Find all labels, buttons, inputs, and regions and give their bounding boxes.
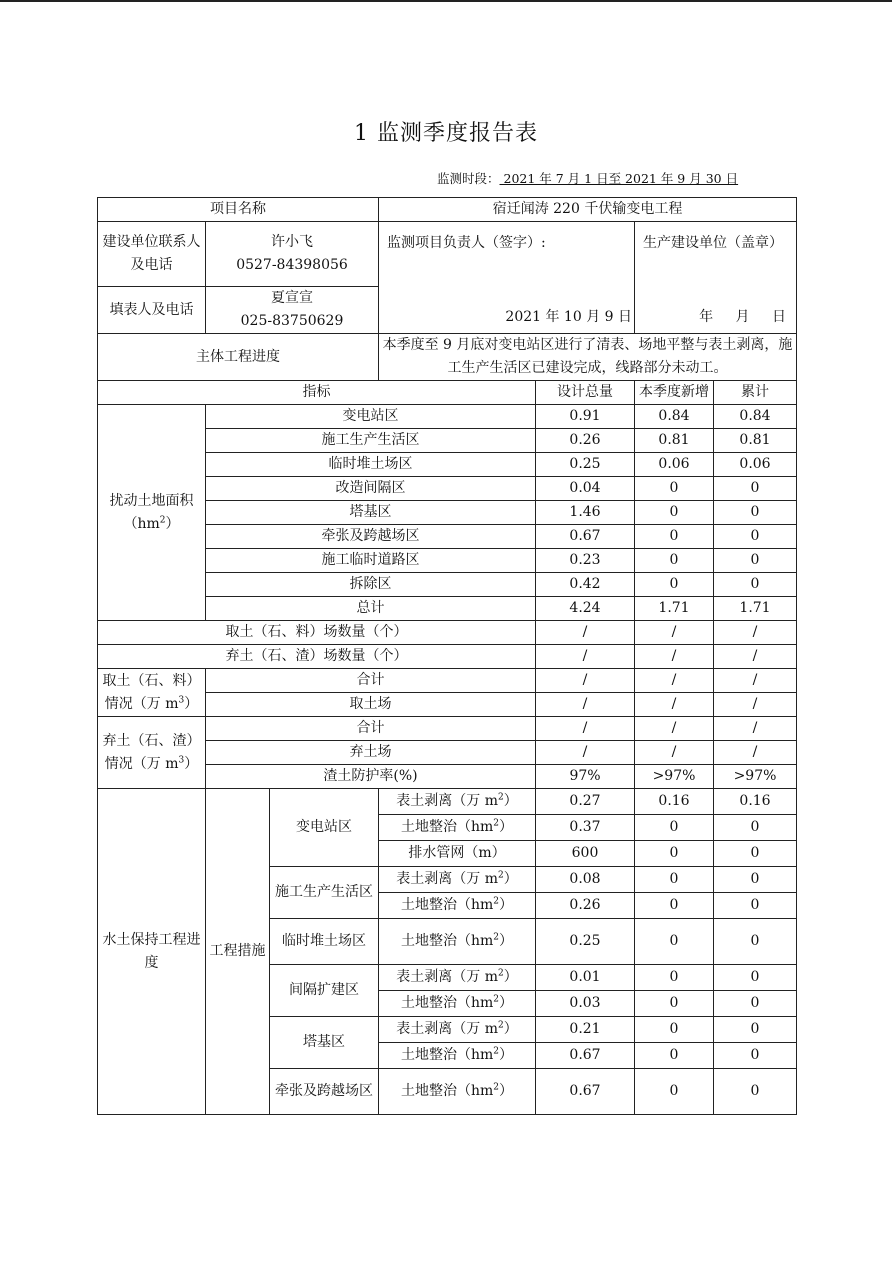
disturb-name: 临时堆土场区 [206,453,536,477]
measure-name [379,1017,536,1043]
measure-name-part-2: ） [503,969,518,985]
measure-row [98,789,797,815]
measure-name-part-2: ） [503,793,518,809]
project-name-row [98,198,797,222]
measure-new: 0 [635,867,714,893]
borrow-count-name: 取土（石、料）场数量（个） [98,621,536,645]
disturb-label-part-3: 2 [159,514,166,525]
measure-name-part-1: 2 [493,994,500,1005]
page-title: 1 监测季度报告表 [354,121,538,146]
measure-name-part-0: 土地整治（hm [401,1083,494,1099]
measure-name-part-2: ） [499,1047,514,1063]
protection-design: 97% [536,765,635,789]
disturb-design: 0.91 [536,405,635,429]
measure-new: 0 [635,893,714,919]
measure-new: 0 [635,919,714,965]
measure-cum: 0 [714,919,797,965]
zone-name: 塔基区 [270,1017,379,1069]
measure-name [379,867,536,893]
borrow-count-new: / [635,621,714,645]
spoil-row [98,717,797,741]
disturb-name: 改造间隔区 [206,477,536,501]
measure-name [379,893,536,919]
measure-cum: 0 [714,1043,797,1069]
measure-cum: 0 [714,815,797,841]
measure-design: 0.67 [536,1043,635,1069]
borrow-label [98,669,206,717]
measure-cum: 0 [714,893,797,919]
disturb-cum: 0.06 [714,453,797,477]
borrow-design: / [536,669,635,693]
spoil-cum: / [714,717,797,741]
measure-cum: 0.16 [714,789,797,815]
measure-name-part-1: 2 [498,968,504,979]
spoil-count-design: / [536,645,635,669]
measure-name [379,919,536,965]
disturb-new: 0 [635,477,714,501]
measure-new: 0 [635,991,714,1017]
measure-name-part-0: 土地整治（hm [401,819,494,835]
borrow-label-part-2: 情况（万 m [104,695,179,712]
borrow-new: / [635,693,714,717]
disturb-new: 0.81 [635,429,714,453]
disturb-design: 0.67 [536,525,635,549]
disturb-cum: 0.81 [714,429,797,453]
measure-cum: 0 [714,1017,797,1043]
measure-name-part-2: ） [503,1021,518,1037]
measure-name-part-1: 2 [498,870,504,881]
header-row [98,381,797,405]
measure-cum: 0 [714,841,797,867]
protection-cum: >97% [714,765,797,789]
borrow-label-part-4: ） [184,695,199,712]
production-stamp-cell [635,222,797,334]
zone-name: 间隔扩建区 [270,965,379,1017]
conservation-label: 水土保持工程进度 [98,789,206,1115]
spoil-new: / [635,717,714,741]
disturb-cum: 0 [714,525,797,549]
measure-name-part-1: 2 [493,818,500,829]
filler-label: 填表人及电话 [98,287,206,334]
measure-name [379,815,536,841]
period-label: 监测时段： [437,171,500,186]
builder-row [98,222,797,287]
disturb-cum: 0 [714,477,797,501]
spoil-label-part-0: 弃土（石、渣） [102,732,201,749]
disturb-name: 总计 [206,597,536,621]
spoil-new: / [635,741,714,765]
disturb-design: 0.04 [536,477,635,501]
borrow-row [98,669,797,693]
builder-phone: 0527-84398056 [236,257,348,273]
progress-label: 主体工程进度 [98,334,379,381]
zone-name: 临时堆土场区 [270,919,379,965]
disturb-label [98,405,206,621]
borrow-label-part-0: 取土（石、料） [102,672,201,689]
spoil-count-cum: / [714,645,797,669]
report-table [97,197,797,1115]
measure-name-part-2: ） [503,871,518,887]
disturb-name: 施工生产生活区 [206,429,536,453]
borrow-count-cum: / [714,621,797,645]
header-cum: 累计 [714,381,797,405]
measure-name-part-2: ） [499,995,514,1011]
borrow-cum: / [714,669,797,693]
measure-new: 0 [635,1069,714,1115]
disturb-cum: 1.71 [714,597,797,621]
measure-design: 0.01 [536,965,635,991]
builder-contact [206,222,379,287]
disturb-name: 施工临时道路区 [206,549,536,573]
measure-name-part-0: 土地整治（hm [401,933,494,949]
disturb-design: 0.25 [536,453,635,477]
period-value: 2021 年 7 月 1 日至 2021 年 9 月 30 日 [499,171,739,186]
disturb-label-part-4: ） [165,515,180,532]
measure-name-part-2: ） [499,819,514,835]
supervisor-signature-cell [379,222,635,334]
measure-name-part-2: ） [499,1083,514,1099]
builder-label: 建设单位联系人及电话 [98,222,206,287]
filler-phone: 025-83750629 [240,313,344,329]
measure-design: 0.03 [536,991,635,1017]
spoil-name: 合计 [206,717,536,741]
disturb-label-part-2: （hm [123,515,160,532]
zone-name: 牵张及跨越场区 [270,1069,379,1115]
measure-name-part-0: 土地整治（hm [401,995,494,1011]
measure-name-part-2: ） [499,933,514,949]
production-label: 生产建设单位（盖章） [643,235,784,251]
measure-design: 0.27 [536,789,635,815]
top-border-line [0,0,892,2]
measure-name-part-0: 排水管网（m） [408,845,506,861]
measure-new: 0 [635,1017,714,1043]
progress-row [98,334,797,381]
measure-name-part-0: 表土剥离（万 m [396,969,499,985]
builder-name: 许小飞 [271,234,313,250]
spoil-cum: / [714,741,797,765]
measure-new: 0 [635,815,714,841]
measure-new: 0 [635,1043,714,1069]
protection-name: 渣土防护率(%) [206,765,536,789]
measure-name-part-1: 2 [493,932,500,943]
project-name-label: 项目名称 [98,198,379,222]
filler-name: 夏宣宣 [271,290,313,306]
disturb-design: 1.46 [536,501,635,525]
borrow-new: / [635,669,714,693]
disturb-row [98,405,797,429]
spoil-count-row [98,645,797,669]
zone-name: 施工生产生活区 [270,867,379,919]
progress-text: 本季度至 9 月底对变电站区进行了清表、场地平整与表土剥离，施工生产生活区已建设完成，线路部分未动工。 [379,334,797,381]
measure-name-part-0: 表土剥离（万 m [396,793,499,809]
disturb-new: 0.06 [635,453,714,477]
measure-new: 0 [635,965,714,991]
measure-design: 0.26 [536,893,635,919]
spoil-label-part-2: 情况（万 m [104,755,179,772]
disturb-design: 0.26 [536,429,635,453]
disturb-new: 0 [635,525,714,549]
measure-name [379,1043,536,1069]
spoil-name: 弃土场 [206,741,536,765]
measure-name-part-0: 表土剥离（万 m [396,1021,499,1037]
measure-name [379,841,536,867]
spoil-count-name: 弃土（石、渣）场数量（个） [98,645,536,669]
header-design: 设计总量 [536,381,635,405]
disturb-new: 0 [635,549,714,573]
borrow-name: 取土场 [206,693,536,717]
disturb-name: 塔基区 [206,501,536,525]
disturb-label-part-0: 扰动土地面积 [109,492,194,509]
measure-name-part-1: 2 [493,1082,500,1093]
measure-name-part-0: 表土剥离（万 m [396,871,499,887]
spoil-count-new: / [635,645,714,669]
disturb-new: 0 [635,573,714,597]
disturb-name: 牵张及跨越场区 [206,525,536,549]
spoil-label-part-3: 3 [178,754,185,765]
disturb-design: 4.24 [536,597,635,621]
measure-name-part-0: 土地整治（hm [401,897,494,913]
measure-name-part-1: 2 [493,1046,500,1057]
supervisor-label: 监测项目负责人（签字）: [387,235,546,251]
measure-name-part-0: 土地整治（hm [401,1047,494,1063]
disturb-cum: 0.84 [714,405,797,429]
measure-name [379,965,536,991]
spoil-design: / [536,717,635,741]
measure-design: 0.21 [536,1017,635,1043]
supervisor-date: 2021 年 10 月 9 日 [505,309,633,325]
measure-name-part-1: 2 [493,896,500,907]
header-indicator: 指标 [98,381,536,405]
disturb-new: 0.84 [635,405,714,429]
monitoring-period [437,169,738,187]
zone-name: 变电站区 [270,789,379,867]
borrow-label-part-3: 3 [178,694,185,705]
measure-cum: 0 [714,1069,797,1115]
measure-cum: 0 [714,965,797,991]
production-date: 年 月 日 [699,309,787,325]
measure-cum: 0 [714,867,797,893]
filler-contact [206,287,379,334]
measure-new: 0.16 [635,789,714,815]
borrow-name: 合计 [206,669,536,693]
spoil-label-part-4: ） [184,755,199,772]
measure-name-part-1: 2 [498,1020,504,1031]
measure-design: 0.08 [536,867,635,893]
measure-design: 0.67 [536,1069,635,1115]
disturb-design: 0.42 [536,573,635,597]
measures-label: 工程措施 [206,789,270,1115]
project-name-value: 宿迁闻涛 220 千伏输变电工程 [379,198,797,222]
disturb-new: 0 [635,501,714,525]
header-new: 本季度新增 [635,381,714,405]
disturb-name: 变电站区 [206,405,536,429]
measure-design: 0.25 [536,919,635,965]
measure-cum: 0 [714,991,797,1017]
spoil-design: / [536,741,635,765]
borrow-cum: / [714,693,797,717]
protection-new: >97% [635,765,714,789]
borrow-design: / [536,693,635,717]
disturb-cum: 0 [714,573,797,597]
spoil-label [98,717,206,789]
measure-name [379,789,536,815]
measure-new: 0 [635,841,714,867]
disturb-cum: 0 [714,501,797,525]
borrow-count-row [98,621,797,645]
measure-design: 600 [536,841,635,867]
measure-name [379,1069,536,1115]
disturb-new: 1.71 [635,597,714,621]
measure-name-part-1: 2 [498,792,504,803]
disturb-cum: 0 [714,549,797,573]
measure-name [379,991,536,1017]
disturb-design: 0.23 [536,549,635,573]
borrow-count-design: / [536,621,635,645]
measure-design: 0.37 [536,815,635,841]
disturb-name: 拆除区 [206,573,536,597]
measure-name-part-2: ） [499,897,514,913]
